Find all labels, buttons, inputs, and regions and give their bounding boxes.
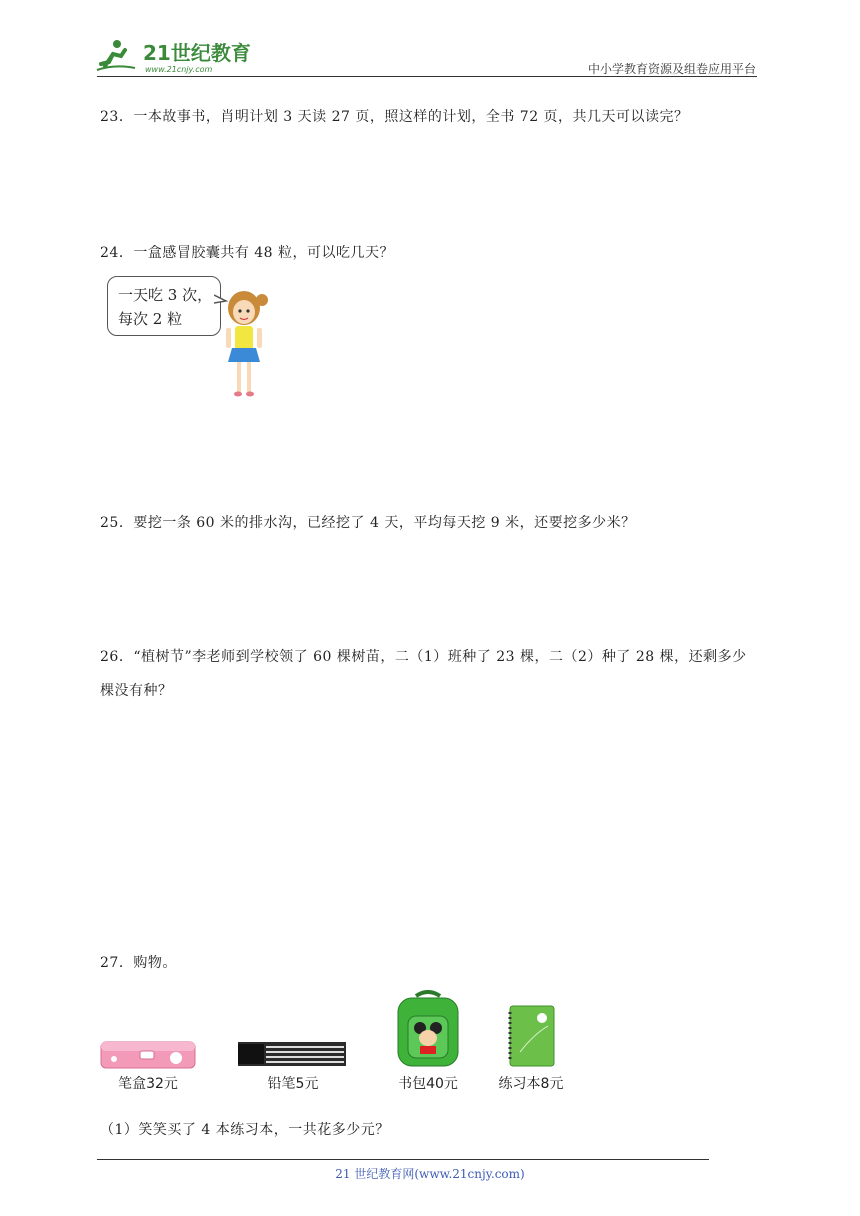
pencil-case-icon [100, 1038, 196, 1074]
question-23: 23．一本故事书，肖明计划 3 天读 27 页，照这样的计划，全书 72 页，共几天可以读完？ [100, 109, 689, 125]
question-24: 24．一盒感冒胶囊共有 48 粒，可以吃几天？ [100, 245, 395, 261]
item-label-notebook: 练习本8元 [498, 1076, 564, 1092]
logo-title: 21世纪教育 [143, 41, 251, 65]
footer-divider [97, 1159, 709, 1160]
header-divider [97, 76, 757, 77]
item-label-backpack: 书包40元 [398, 1076, 458, 1092]
bubble-line-2: 每次 2 粒 [118, 310, 183, 328]
footer-link[interactable]: 21 世纪教育网(www.21cnjy.com) [335, 1167, 525, 1181]
logo-url: www.21cnjy.com [145, 65, 213, 74]
notebook-icon [506, 1004, 556, 1072]
header-platform-text: 中小学教育资源及组卷应用平台 [587, 62, 756, 76]
question-27: 27．购物。 [100, 955, 177, 971]
site-logo [95, 36, 255, 76]
backpack-icon [394, 990, 462, 1072]
girl-illustration-icon [218, 288, 272, 404]
pencils-icon [238, 1040, 348, 1072]
question-27-part-1: （1）笑笑买了 4 本练习本，一共花多少元？ [100, 1122, 390, 1138]
bubble-line-1: 一天吃 3 次， [118, 286, 213, 304]
question-25: 25．要挖一条 60 米的排水沟，已经挖了 4 天，平均每天挖 9 米，还要挖多少米？ [100, 515, 636, 531]
runner-logo-icon [95, 36, 255, 76]
speech-bubble [107, 276, 221, 336]
question-26: 26．“植树节”李老师到学校领了 60 棵树苗，二（1）班种了 23 棵，二（2）种了 28 棵，还剩多少棵没有种？ [100, 649, 747, 699]
item-label-pencils: 铅笔5元 [267, 1076, 319, 1092]
item-label-pencil-case: 笔盒32元 [118, 1076, 178, 1092]
